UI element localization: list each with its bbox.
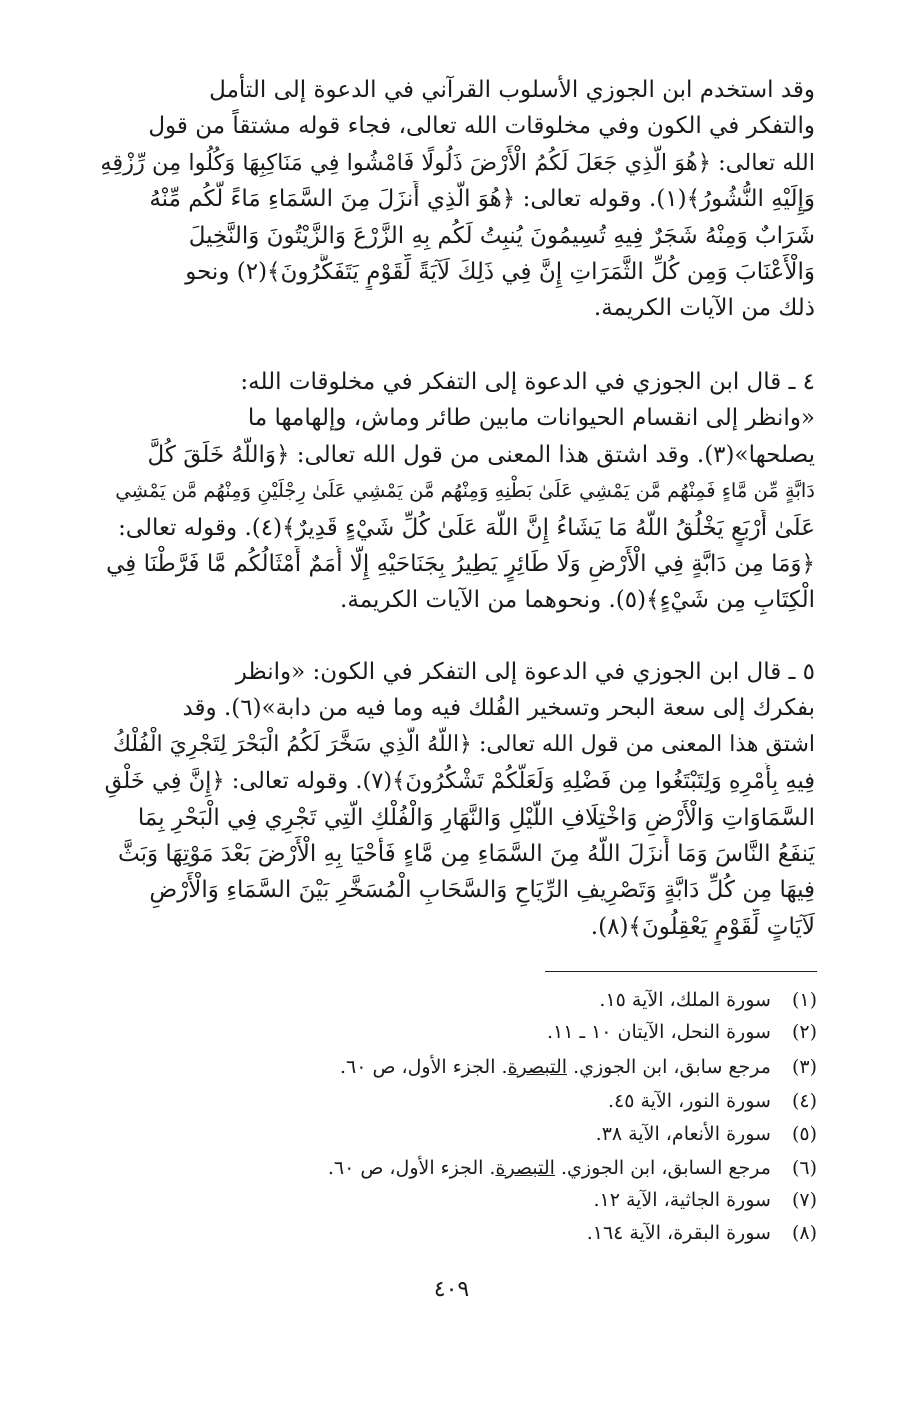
footnote-text: سورة البقرة، الآية ١٦٤. — [586, 1222, 771, 1244]
footnote-number: (٨) — [791, 1222, 817, 1244]
footnote-7 — [197, 1188, 817, 1212]
text-line: فِيهَا مِن كُلِّ دَابَّةٍ وَتَصْرِيفِ الرِّيَاحِ وَالسَّحَابِ الْمُسَخَّرِ بَيْنَ السَّمَاءِ وَالْأَرْضِ — [149, 877, 815, 904]
footnote-4 — [197, 1089, 817, 1113]
text-line: بفكرك إلى سعة البحر وتسخير الفُلك فيه وما فيه من دابة»(٦). وقد — [182, 695, 815, 722]
text-line: دَابَّةٍ مِّن مَّاءٍ فَمِنْهُم مَّن يَمْشِي عَلَىٰ بَطْنِهِ وَمِنْهُم مَّن يَمْشِي عَلَىٰ رِجْلَيْنِ وَمِنْهُم مَّن يَمْشِي — [115, 479, 815, 503]
footnote-number: (٣) — [791, 1056, 817, 1078]
footnote-text: سورة النور، الآية ٤٥. — [607, 1090, 771, 1112]
page-body — [100, 72, 815, 974]
text-line: «وانظر إلى انقسام الحيوانات مابين طائر وماش، وإلهامها ما — [247, 405, 815, 432]
footnote-text: مرجع السابق، ابن الجوزي. — [554, 1157, 771, 1179]
footnote-number: (٦) — [791, 1157, 817, 1179]
text-line: ﴿وَمَا مِن دَابَّةٍ فِي الْأَرْضِ وَلَا طَائِرٍ يَطِيرُ بِجَنَاحَيْهِ إِلَّا أُمَمٌ أَمْثَالُكُم مَّا فَرَّطْنَا فِي — [106, 551, 815, 578]
text-line: وقد استخدم ابن الجوزي الأسلوب القرآني في الدعوة إلى التأمل — [209, 77, 815, 103]
text-line: فِيهِ بِأَمْرِهِ وَلِتَبْتَغُوا مِن فَضْلِهِ وَلَعَلَّكُمْ تَشْكُرُونَ﴾(٧). وقوله تعالى: ﴿إِنَّ فِي خَلْقِ — [104, 768, 815, 795]
footnote-6 — [197, 1156, 817, 1180]
book-title: التبصرة — [507, 1056, 568, 1078]
footnote-text: سورة النحل، الآيتان ١٠ ـ ١١. — [546, 1021, 771, 1043]
text-line: اشتق هذا المعنى من قول الله تعالى: ﴿اللَّهُ الَّذِي سَخَّرَ لَكُمُ الْبَحْرَ لِتَجْرِيَ الْفُلْكُ — [112, 731, 815, 757]
page-number: ٤٠٩ — [433, 1277, 470, 1302]
paragraph-1 — [100, 72, 815, 364]
footnote-text: . الجزء الأول، ص ٦٠. — [327, 1157, 496, 1179]
footnote-text: . الجزء الأول، ص ٦٠. — [339, 1056, 508, 1078]
footnote-separator — [545, 971, 817, 972]
text-line: وَالْأَعْنَابَ وَمِن كُلِّ الثَّمَرَاتِ إِنَّ فِي ذَلِكَ لَآيَةً لِّقَوْمٍ يَتَفَكَّرُونَ﴾(٢) ونحو — [185, 259, 815, 286]
footnote-text: سورة الأنعام، الآية ٣٨. — [595, 1123, 771, 1145]
text-line: عَلَىٰ أَرْبَعٍ يَخْلُقُ اللَّهُ مَا يَشَاءُ إِنَّ اللَّهَ عَلَىٰ كُلِّ شَيْءٍ قَدِيرٌ﴾(٤). وقوله تعالى: — [118, 514, 815, 541]
text-line: يصلحها»(٣). وقد اشتق هذا المعنى من قول الله تعالى: ﴿وَاللَّهُ خَلَقَ كُلَّ — [147, 441, 815, 468]
text-line: لَآيَاتٍ لِّقَوْمٍ يَعْقِلُونَ﴾(٨). — [590, 913, 815, 940]
text-line: وَإِلَيْهِ النُّشُورُ﴾(١). وقوله تعالى: ﴿هُوَ الَّذِي أَنزَلَ مِنَ السَّمَاءِ مَاءً لَّكُم مِّنْهُ — [149, 186, 815, 213]
footnote-text: مرجع سابق، ابن الجوزي. — [567, 1056, 771, 1078]
footnote-number: (٧) — [791, 1189, 817, 1211]
footnote-8 — [197, 1221, 817, 1245]
footnote-number: (٤) — [791, 1090, 817, 1112]
paragraph-3 — [100, 654, 815, 974]
text-line: الله تعالى: ﴿هُوَ الَّذِي جَعَلَ لَكُمُ الْأَرْضَ ذَلُولًا فَامْشُوا فِي مَنَاكِبِهَا وَكُلُوا مِن رِّزْقِهِ — [100, 149, 815, 176]
text-line: الْكِتَابِ مِن شَيْءٍ﴾(٥). ونحوهما من الآيات الكريمة. — [340, 587, 815, 614]
footnote-text: سورة الجاثية، الآية ١٢. — [593, 1189, 771, 1211]
text-line: والتفكر في الكون وفي مخلوقات الله تعالى، فجاء قوله مشتقاً من قول — [148, 113, 815, 140]
text-line: السَّمَاوَاتِ وَالْأَرْضِ وَاخْتِلَافِ اللَّيْلِ وَالنَّهَارِ وَالْفُلْكِ الَّتِي تَجْرِي فِي الْبَحْرِ بِمَا — [137, 804, 815, 831]
footnote-2 — [197, 1020, 817, 1044]
footnote-number: (٢) — [791, 1021, 817, 1043]
text-line: ٤ ـ قال ابن الجوزي في الدعوة إلى التفكر في مخلوقات الله: — [240, 369, 815, 395]
text-line: يَنفَعُ النَّاسَ وَمَا أَنزَلَ اللَّهُ مِنَ السَّمَاءِ مِن مَّاءٍ فَأَحْيَا بِهِ الْأَرْضَ بَعْدَ مَوْتِهَا وَبَثَّ — [118, 841, 815, 868]
footnote-3 — [197, 1055, 817, 1079]
footnote-5 — [197, 1122, 817, 1146]
book-title: التبصرة — [495, 1157, 555, 1179]
footnote-text: سورة الملك، الآية ١٥. — [599, 989, 771, 1011]
text-line: ٥ ـ قال ابن الجوزي في الدعوة إلى التفكر في الكون: «وانظر — [235, 659, 815, 685]
footnote-number: (٥) — [791, 1123, 817, 1145]
text-line: شَرَابٌ وَمِنْهُ شَجَرٌ فِيهِ تُسِيمُونَ يُنبِتُ لَكُم بِهِ الزَّرْعَ وَالزَّيْتُونَ وَالنَّخِيلَ — [188, 222, 815, 249]
text-line: ذلك من الآيات الكريمة. — [593, 295, 815, 322]
footnote-1 — [197, 988, 817, 1012]
footnote-number: (١) — [791, 989, 817, 1011]
paragraph-2 — [100, 364, 815, 654]
